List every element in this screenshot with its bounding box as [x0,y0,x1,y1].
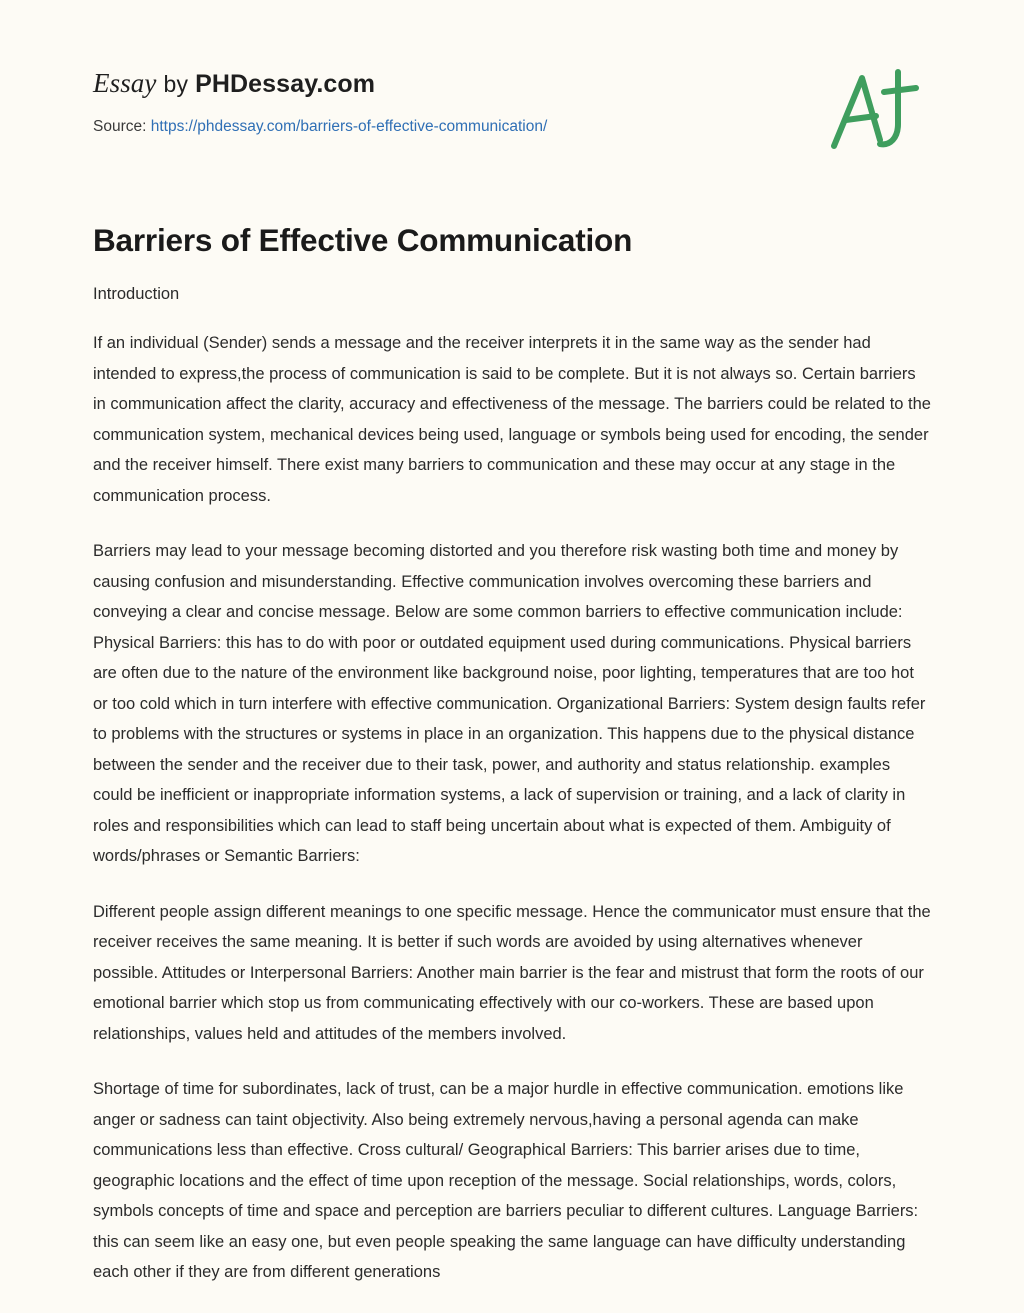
brand-line [93,68,933,99]
source-url-link[interactable]: https://phdessay.com/barriers-of-effective-communication/ [150,118,548,135]
phdessay-logo-icon [822,62,932,158]
page-title: Barriers of Effective Communication [93,222,633,258]
document-header [93,68,933,136]
body-paragraph: Different people assign different meanings to one specific message. Hence the communicator must ensure that the receiver receives the same meaning. It is better if such words are avoided by using alternatives whenever possible. Attitudes or Interpersonal Barriers: Another main barrier is the fear and mistrust that form the roots of our emotional barrier which stop us from communicating effectively with our co-workers. These are based upon relationships, values held and attitudes of the members involved. [93,902,931,1043]
body-paragraph: Barriers may lead to your message becoming distorted and you therefore risk wasting both time and money by causing confusion and misunderstanding. Effective communication involves overcoming these barriers and conveying a clear and concise message. Below are some common barriers to effective communication include: Physical Barriers: this has to do with poor or outdated equipment used during communications. Physical barriers are often due to the nature of the environment like background noise, poor lighting, temperatures that are too hot or too cold which in turn interfere with effective communication. Organizational Barriers: System design faults refer to problems with the structures or systems in place in an organization. This happens due to the physical distance between the sender and the receiver due to their task, power, and authority and status relationship. examples could be inefficient or inappropriate information systems, a lack of supervision or training, and a lack of clarity in roles and responsibilities which can lead to staff being uncertain about what is expected of them. Ambiguity of words/phrases or Semantic Barriers: [93,542,926,865]
source-label: Source: [93,118,147,135]
brand-essay-word: Essay [93,68,157,98]
brand-site-name: PHDessay.com [195,70,376,98]
body-paragraph: Shortage of time for subordinates, lack of trust, can be a major hurdle in effective communication. emotions like anger or sadness can taint objectivity. Also being extremely nervous,having a personal agenda can make communications less than effective. Cross cultural/ Geographical Barriers: This barrier arises due to time, geographic locations and the effect of time upon reception of the message. Social relationships, words, colors, symbols concepts of time and space and perception are barriers peculiar to different cultures. Language Barriers: this can seem like an easy one, but even people speaking the same language can have difficulty understanding each other if they are from different generations [93,1080,919,1281]
body-paragraph: If an individual (Sender) sends a message and the receiver interprets it in the same way as the sender had intended to express,the process of communication is said to be complete. But it is not always so. Certain barriers in communication affect the clarity, accuracy and effectiveness of the message. The barriers could be related to the communication system, mechanical devices being used, language or symbols being used for encoding, the sender and the receiver himself. There exist many barriers to communication and these may occur at any stage in the communication process. [93,334,931,505]
document-body [93,285,931,1313]
brand-by-word: by [163,71,189,97]
source-line [93,118,933,136]
section-heading-introduction: Introduction [93,285,180,303]
